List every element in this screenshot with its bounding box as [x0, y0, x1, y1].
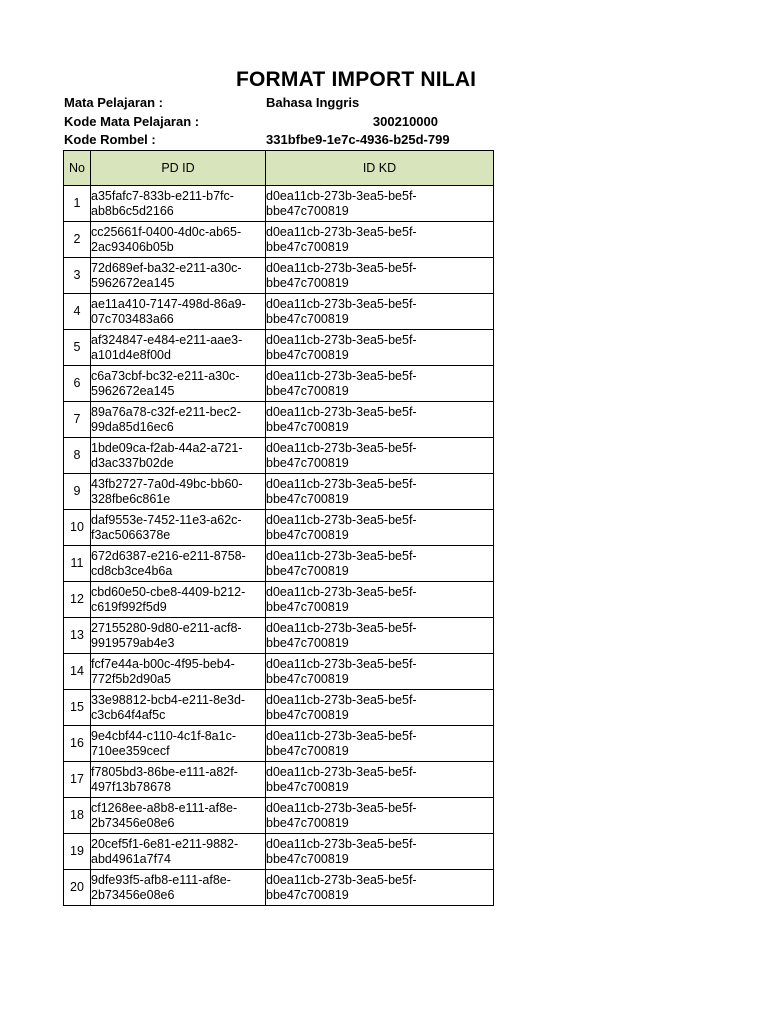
cell-no: 2 [64, 222, 91, 258]
table-row [64, 402, 494, 438]
cell-id-kd: d0ea11cb-273b-3ea5-be5f- bbe47c700819 [266, 438, 494, 474]
kode-rombel-label: Kode Rombel : [64, 132, 156, 147]
cell-no: 13 [64, 618, 91, 654]
cell-pd-id: 33e98812-bcb4-e211-8e3d- c3cb64f4af5c [91, 690, 266, 726]
cell-id-kd: d0ea11cb-273b-3ea5-be5f- bbe47c700819 [266, 654, 494, 690]
cell-no: 4 [64, 294, 91, 330]
table-row [64, 474, 494, 510]
cell-no: 3 [64, 258, 91, 294]
table-body [64, 186, 494, 906]
header-id-kd: ID KD [266, 151, 494, 186]
cell-no: 20 [64, 870, 91, 906]
table-row [64, 438, 494, 474]
cell-id-kd: d0ea11cb-273b-3ea5-be5f- bbe47c700819 [266, 402, 494, 438]
table-row [64, 762, 494, 798]
cell-id-kd: d0ea11cb-273b-3ea5-be5f- bbe47c700819 [266, 366, 494, 402]
table-row [64, 582, 494, 618]
cell-id-kd: d0ea11cb-273b-3ea5-be5f- bbe47c700819 [266, 726, 494, 762]
table-row [64, 546, 494, 582]
cell-no: 7 [64, 402, 91, 438]
cell-no: 19 [64, 834, 91, 870]
table-row [64, 510, 494, 546]
kode-rombel-value: 331bfbe9-1e7c-4936-b25d-799 [266, 132, 450, 147]
cell-id-kd: d0ea11cb-273b-3ea5-be5f- bbe47c700819 [266, 186, 494, 222]
cell-id-kd: d0ea11cb-273b-3ea5-be5f- bbe47c700819 [266, 690, 494, 726]
cell-no: 11 [64, 546, 91, 582]
header-no: No [64, 151, 91, 186]
cell-id-kd: d0ea11cb-273b-3ea5-be5f- bbe47c700819 [266, 546, 494, 582]
cell-pd-id: daf9553e-7452-11e3-a62c- f3ac5066378e [91, 510, 266, 546]
cell-id-kd: d0ea11cb-273b-3ea5-be5f- bbe47c700819 [266, 618, 494, 654]
cell-pd-id: 672d6387-e216-e211-8758- cd8cb3ce4b6a [91, 546, 266, 582]
header-pd-id: PD ID [91, 151, 266, 186]
cell-id-kd: d0ea11cb-273b-3ea5-be5f- bbe47c700819 [266, 834, 494, 870]
cell-pd-id: 9e4cbf44-c110-4c1f-8a1c- 710ee359cecf [91, 726, 266, 762]
cell-pd-id: 9dfe93f5-afb8-e111-af8e- 2b73456e08e6 [91, 870, 266, 906]
kode-mapel-value: 300210000 [372, 114, 438, 129]
table-row [64, 618, 494, 654]
table-row [64, 222, 494, 258]
cell-id-kd: d0ea11cb-273b-3ea5-be5f- bbe47c700819 [266, 582, 494, 618]
table-row [64, 870, 494, 906]
cell-no: 10 [64, 510, 91, 546]
cell-no: 1 [64, 186, 91, 222]
table-row [64, 726, 494, 762]
table-row [64, 834, 494, 870]
cell-id-kd: d0ea11cb-273b-3ea5-be5f- bbe47c700819 [266, 474, 494, 510]
nilai-table [63, 150, 494, 906]
table-row [64, 186, 494, 222]
cell-pd-id: 20cef5f1-6e81-e211-9882- abd4961a7f74 [91, 834, 266, 870]
cell-id-kd: d0ea11cb-273b-3ea5-be5f- bbe47c700819 [266, 294, 494, 330]
cell-no: 5 [64, 330, 91, 366]
cell-no: 12 [64, 582, 91, 618]
cell-pd-id: cbd60e50-cbe8-4409-b212- c619f992f5d9 [91, 582, 266, 618]
table-row [64, 798, 494, 834]
cell-no: 18 [64, 798, 91, 834]
cell-no: 9 [64, 474, 91, 510]
cell-pd-id: c6a73cbf-bc32-e211-a30c- 5962672ea145 [91, 366, 266, 402]
cell-id-kd: d0ea11cb-273b-3ea5-be5f- bbe47c700819 [266, 222, 494, 258]
cell-id-kd: d0ea11cb-273b-3ea5-be5f- bbe47c700819 [266, 258, 494, 294]
mapel-value: Bahasa Inggris [266, 95, 360, 110]
cell-no: 6 [64, 366, 91, 402]
table-row [64, 294, 494, 330]
table-row [64, 258, 494, 294]
cell-id-kd: d0ea11cb-273b-3ea5-be5f- bbe47c700819 [266, 798, 494, 834]
page-title: FORMAT IMPORT NILAI [236, 68, 477, 91]
table-row [64, 690, 494, 726]
cell-pd-id: cf1268ee-a8b8-e111-af8e- 2b73456e08e6 [91, 798, 266, 834]
cell-no: 16 [64, 726, 91, 762]
cell-pd-id: f7805bd3-86be-e111-a82f- 497f13b78678 [91, 762, 266, 798]
cell-pd-id: fcf7e44a-b00c-4f95-beb4- 772f5b2d90a5 [91, 654, 266, 690]
table-header-row [64, 151, 494, 186]
cell-pd-id: 89a76a78-c32f-e211-bec2- 99da85d16ec6 [91, 402, 266, 438]
cell-pd-id: 43fb2727-7a0d-49bc-bb60- 328fbe6c861e [91, 474, 266, 510]
table-row [64, 330, 494, 366]
cell-no: 15 [64, 690, 91, 726]
cell-pd-id: a35fafc7-833b-e211-b7fc- ab8b6c5d2166 [91, 186, 266, 222]
kode-mapel-label: Kode Mata Pelajaran : [64, 114, 200, 129]
cell-id-kd: d0ea11cb-273b-3ea5-be5f- bbe47c700819 [266, 510, 494, 546]
cell-no: 14 [64, 654, 91, 690]
mapel-label: Mata Pelajaran : [64, 95, 163, 110]
table-row [64, 654, 494, 690]
cell-pd-id: 1bde09ca-f2ab-44a2-a721- d3ac337b02de [91, 438, 266, 474]
cell-pd-id: cc25661f-0400-4d0c-ab65- 2ac93406b05b [91, 222, 266, 258]
table-row [64, 366, 494, 402]
cell-id-kd: d0ea11cb-273b-3ea5-be5f- bbe47c700819 [266, 870, 494, 906]
cell-no: 17 [64, 762, 91, 798]
cell-id-kd: d0ea11cb-273b-3ea5-be5f- bbe47c700819 [266, 330, 494, 366]
cell-pd-id: ae11a410-7147-498d-86a9- 07c703483a66 [91, 294, 266, 330]
cell-id-kd: d0ea11cb-273b-3ea5-be5f- bbe47c700819 [266, 762, 494, 798]
cell-pd-id: 72d689ef-ba32-e211-a30c- 5962672ea145 [91, 258, 266, 294]
cell-pd-id: af324847-e484-e211-aae3- a101d4e8f00d [91, 330, 266, 366]
cell-pd-id: 27155280-9d80-e211-acf8- 9919579ab4e3 [91, 618, 266, 654]
cell-no: 8 [64, 438, 91, 474]
